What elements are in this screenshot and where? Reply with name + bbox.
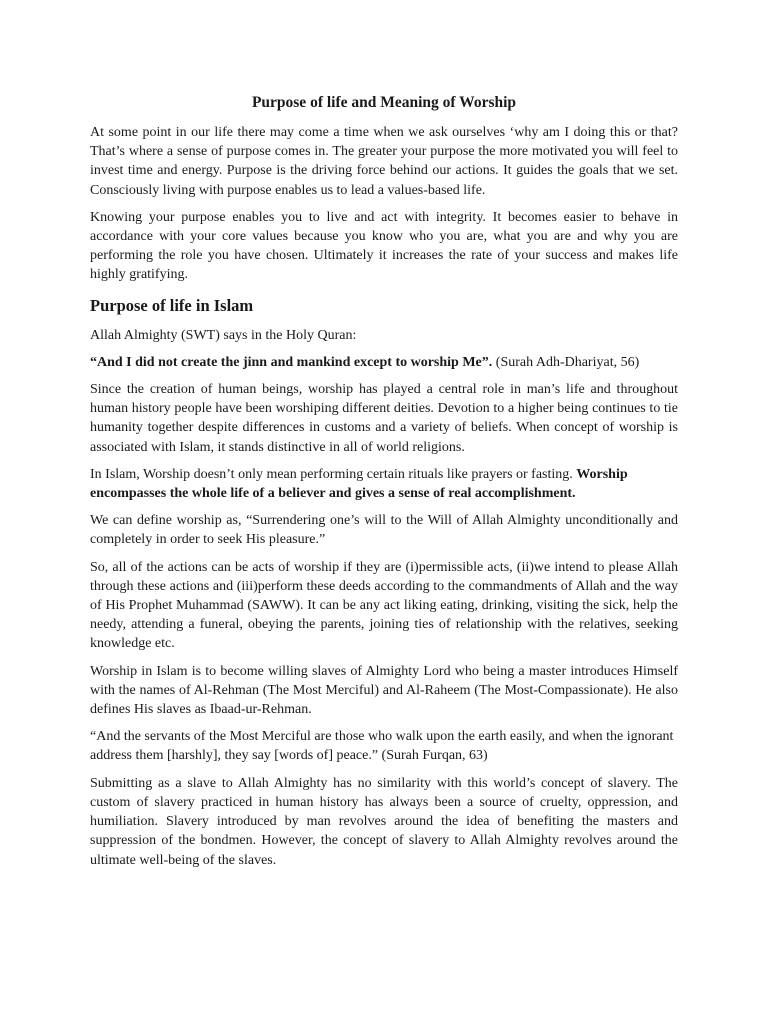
slaves-paragraph: Worship in Islam is to become willing slaves of Almighty Lord who being a master introduces Himself with the names of Al-Rehman (The Most Merciful) and Al-Raheem (The Most-Compassionate). He also defines His slaves as Ibaad-ur-Rehman. xyxy=(90,663,678,718)
define-worship-paragraph: We can define worship as, “Surrendering one’s will to the Will of Allah Almighty unconditionally and completely in order to seek His pleasure.” xyxy=(90,513,678,548)
section-heading: Purpose of life in Islam xyxy=(90,295,254,315)
document-title: Purpose of life and Meaning of Worship xyxy=(251,94,517,111)
islam-worship-text: In Islam, Worship doesn’t only mean performing certain rituals like prayers or fasting. xyxy=(90,466,577,482)
quote-text: “And I did not create the jinn and mankind except to worship Me”. xyxy=(90,354,493,370)
intro-paragraph-2: Knowing your purpose enables you to live and act with integrity. It becomes easier to behave in accordance with your core values because you know who you are, what you are and why you are performing the role you have chosen. Ultimately it increases the rate of your success and makes life highly gratifying. xyxy=(90,209,678,283)
islam-worship-paragraph xyxy=(90,465,678,503)
actions-paragraph: So, all of the actions can be acts of worship if they are (i)permissible acts, (ii)we intend to please Allah through these actions and (iii)perform these deeds according to the commandments of Allah and the way of His Prophet Muhammad (SAWW). It can be any act liking eating, drinking, visiting the sick, help the needy, attending a funeral, obeying the parents, joining ties of relationship with the relatives, seeking knowledge etc. xyxy=(90,559,678,652)
submitting-paragraph: Submitting as a slave to Allah Almighty has no similarity with this world’s concept of slavery. The custom of slavery practiced in human history has always been a source of cruelty, oppression, and humiliation. Slavery introduced by man revolves around the idea of benefiting the masters and suppression of the bondmen. However, the concept of slavery to Allah Almighty revolves around the ultimate well-being of the slaves. xyxy=(90,775,678,868)
quran-intro: Allah Almighty (SWT) says in the Holy Quran: xyxy=(90,327,357,343)
quran-quote xyxy=(90,353,678,372)
creation-paragraph: Since the creation of human beings, worship has played a central role in man’s life and throughout human history people have been worshiping different deities. Devotion to a higher being continues to tie humanity together despite differences in customs and a variety of beliefs. When concept of worship is associated with Islam, it stands distinctive in all of world religions. xyxy=(90,382,678,455)
quote-reference: (Surah Adh-Dhariyat, 56) xyxy=(492,354,640,370)
islam-worship-emphasis: Worship encompasses the whole life of a believer and gives a sense of real accomplishment. xyxy=(90,466,628,502)
servants-quote-paragraph: “And the servants of the Most Merciful are those who walk upon the earth easily, and when the ignorant address them [harshly], they say [words of] peace.” (Surah Furqan, 63) xyxy=(90,729,674,764)
intro-paragraph-1: At some point in our life there may come a time when we ask ourselves ‘why am I doing this or that? That’s where a sense of purpose comes in. The greater your purpose the more motivated you will feel to invest time and energy. Purpose is the driving force behind our actions. It guides the goals that we set. Consciously living with purpose enables us to lead a values-based life. xyxy=(90,125,678,198)
document-page xyxy=(90,93,678,878)
